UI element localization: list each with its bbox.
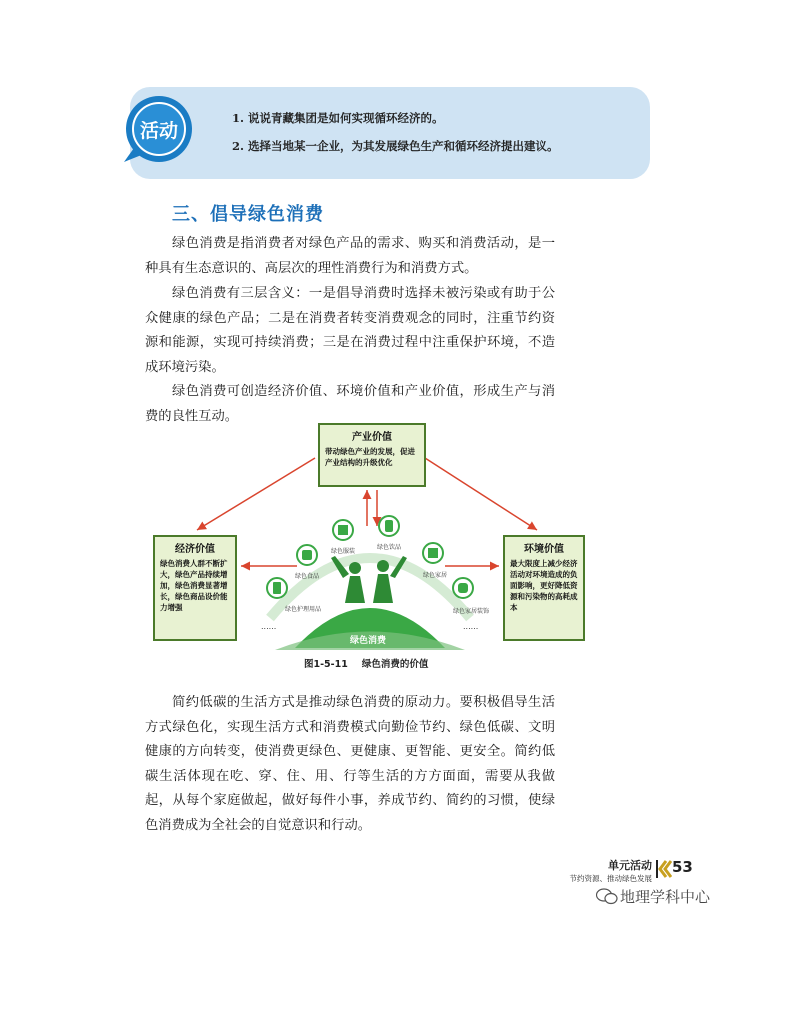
- icon-label: 绿色食品: [295, 573, 320, 580]
- icon-label: 绿色服装: [331, 548, 356, 555]
- arrow-industry-to-environment: [425, 458, 537, 530]
- figure-number: 图1-5-11: [304, 659, 348, 670]
- page-number: 53: [672, 858, 693, 876]
- economic-value-box: [153, 535, 237, 641]
- paragraph-lifestyle: 简约低碳的生活方式是推动绿色消费的原动力。要积极倡导生活方式绿色化，实现生活方式和消费模式向勤俭节约、绿色低碳、文明健康的方向转变，使消费更绿色、更健康、更智能、更安全。简约低碳生活体现在吃、穿、住、用、行等生活的方方面面，需要从我做起，从每个家庭做起，做好每件小事，养成节约、简约的习惯，使绿色消费成为全社会的自觉意识和行动。: [145, 695, 555, 833]
- watermark-brand: 地理学科中心: [620, 888, 711, 906]
- activity-badge: [120, 94, 198, 168]
- figure-caption-text: 绿色消费的价值: [361, 659, 429, 670]
- economic-value-desc: 绿色消费人群不断扩大，绿色产品持续增加，绿色消费显著增长，绿色商品设价能力增强: [160, 559, 228, 612]
- environment-value-desc: 最大限度上减少经济活动对环境造成的负面影响，更好降低资源和污染物的高耗成本: [510, 559, 578, 612]
- icon-label: 绿色家居: [423, 572, 448, 579]
- environment-value-box: [503, 535, 585, 641]
- economic-value-title: 经济价值: [175, 544, 215, 555]
- ellipsis-left: ......: [261, 622, 277, 631]
- center-label: 绿色消费: [350, 636, 387, 646]
- paragraph-meanings: 绿色消费有三层含义：一是倡导消费时选择未被污染或有助于公众健康的绿色产品；二是在消费者转变消费观念的同时，注重节约资源和能源，实现可持续消费；三是在消费过程中注重保护环境，不造成环境污染。: [145, 286, 555, 375]
- icon-label: 绿色护理用品: [285, 606, 322, 613]
- chevron-left-icon: [656, 859, 672, 879]
- environment-value-title: 环境价值: [524, 544, 564, 555]
- section-title: 三、倡导绿色消费: [172, 204, 324, 225]
- footer-unit-subtitle: 节约资源、推动绿色发展: [569, 874, 652, 883]
- figure-caption: [304, 656, 442, 670]
- industry-value-box: [318, 423, 426, 487]
- arrow-industry-to-economic: [197, 458, 315, 530]
- activity-item: 2. 选择当地某一企业，为其发展绿色生产和循环经济提出建议。: [232, 139, 559, 153]
- activity-badge-label: 活动: [139, 120, 178, 142]
- industry-value-desc: 带动绿色产业的发展，促进产业结构的升级优化: [325, 447, 415, 467]
- footer-unit-title: 单元活动: [608, 859, 652, 872]
- green-consumption-diagram: [145, 418, 585, 668]
- activity-list: [232, 104, 642, 160]
- wechat-icon: [596, 888, 618, 905]
- icon-label: 绿色家居装饰: [453, 608, 490, 615]
- paragraph-value: 绿色消费可创造经济价值、环境价值和产业价值，形成生产与消费的良性互动。: [145, 384, 555, 424]
- activity-item: 1. 说说青藏集团是如何实现循环经济的。: [232, 111, 444, 125]
- industry-value-title: 产业价值: [352, 432, 392, 443]
- ellipsis-right: ......: [463, 622, 479, 631]
- paragraph-definition: 绿色消费是指消费者对绿色产品的需求、购买和消费活动，是一种具有生态意识的、高层次的理性消费行为和消费方式。: [145, 236, 555, 276]
- icon-label: 绿色饮品: [377, 544, 402, 551]
